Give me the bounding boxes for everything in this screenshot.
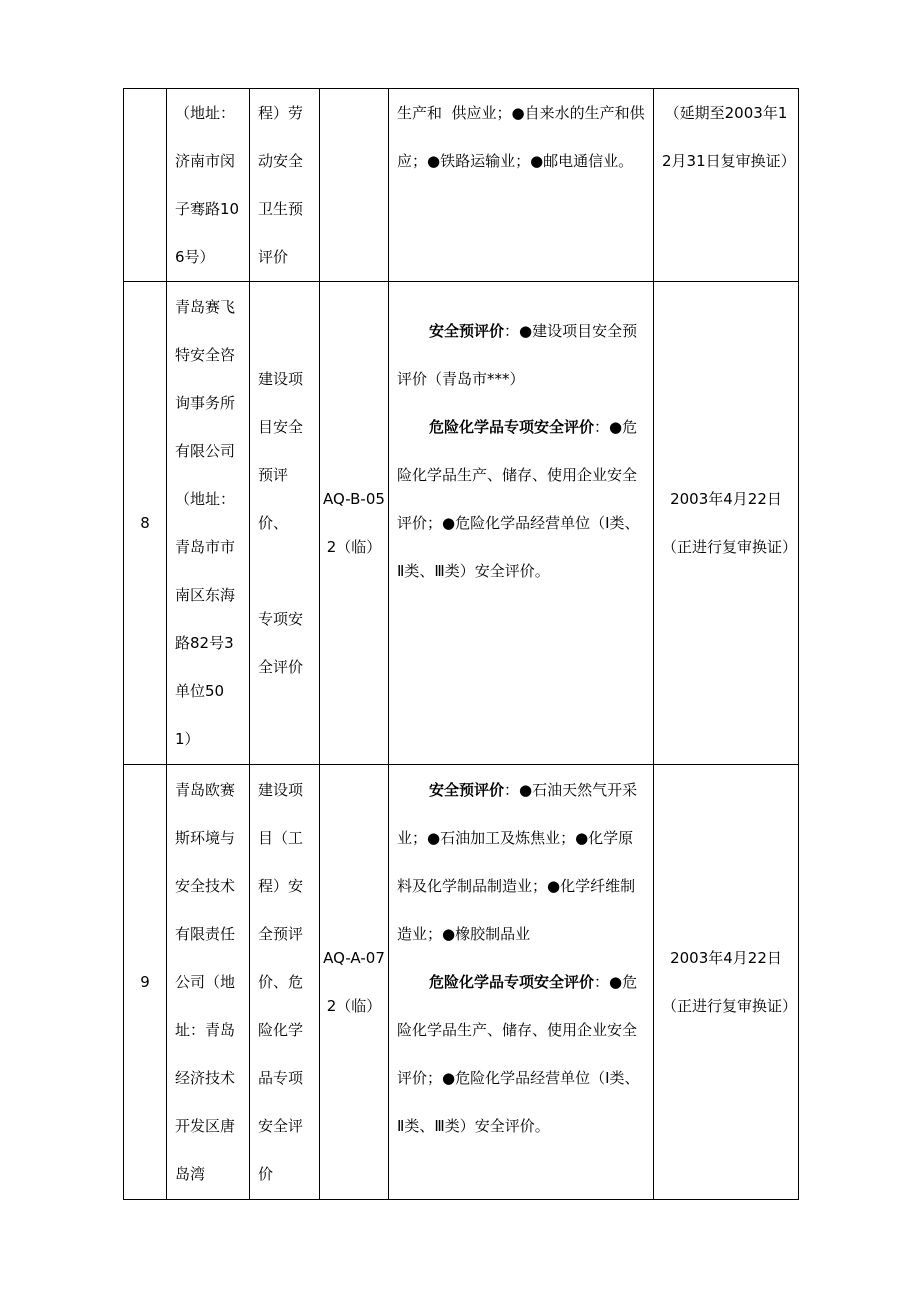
validity-date-text: 2003年4月22日: [670, 490, 782, 508]
validity-date-text: （延期至2003年12月31日复审换证）: [662, 104, 796, 170]
spacer: [397, 595, 645, 643]
evaluation-text: ：●危险化学品生产、储存、使用企业安全评价；●危险化学品经营单位（Ⅰ类、Ⅱ类、Ⅲ类）安全评价。: [397, 973, 640, 1135]
evaluation-paragraph: [397, 403, 645, 595]
validity-date: [654, 89, 799, 282]
certificate-number: [320, 282, 389, 765]
business-scope-text: 建设项目（工程）安全预评价、危险化学品专项安全评价: [258, 781, 304, 1183]
evaluation-text: ：●建设项目安全预评价（青岛市***）: [397, 322, 638, 388]
institution-name-text: 青岛欧赛斯环境与安全技术有限责任公司（地址：青岛经济技术开发区唐岛湾: [175, 781, 236, 1183]
certificate-number: [320, 89, 389, 282]
evaluation-heading: 危险化学品专项安全评价: [429, 973, 595, 991]
business-scope: [250, 89, 320, 282]
evaluation-paragraph: [397, 307, 645, 403]
business-scope-text: 专项安全评价: [258, 610, 304, 676]
evaluation-paragraph: [397, 766, 645, 958]
certificate-number-text: AQ-A-072（临）: [323, 949, 385, 1015]
table-row: [124, 282, 799, 765]
validity-date-text: 2003年4月22日: [670, 949, 782, 967]
evaluation-scope-text: 生产和 供应业；●自来水的生产和供应；●铁路运输业；●邮电通信业。: [397, 104, 645, 170]
business-scope: [250, 282, 320, 765]
institution-name-text: （地址：济南市闵子骞路106号）: [175, 104, 240, 266]
evaluation-heading: 危险化学品专项安全评价: [429, 418, 595, 436]
row-number: [124, 89, 167, 282]
certificate-number-text: AQ-B-052（临）: [323, 490, 385, 556]
institution-name: [167, 282, 250, 765]
evaluation-text: ：●危险化学品生产、储存、使用企业安全评价；●危险化学品经营单位（Ⅰ类、Ⅱ类、Ⅲ类）安全评价。: [397, 418, 640, 580]
spacer: [397, 1150, 645, 1198]
evaluation-scope: [389, 282, 654, 765]
evaluation-paragraph: [397, 958, 645, 1150]
evaluation-heading: 安全预评价: [429, 322, 505, 340]
validity-date: [654, 765, 799, 1200]
institution-name-text: 青岛赛飞特安全咨询事务所有限公司（地址：青岛市市南区东海路82号3单位501）: [175, 298, 236, 748]
evaluation-scope: [389, 765, 654, 1200]
evaluation-heading: 安全预评价: [429, 781, 505, 799]
spacer: [258, 547, 311, 595]
business-scope-text: 建设项目安全预评价、: [258, 370, 304, 532]
validity-date: [654, 282, 799, 765]
institution-name: [167, 89, 250, 282]
institution-name: [167, 765, 250, 1200]
spacer: [397, 691, 645, 739]
row-number: 9: [124, 765, 167, 1200]
business-scope: [250, 765, 320, 1200]
table-row: [124, 89, 799, 282]
spacer: [397, 643, 645, 691]
business-scope-text: 程）劳动安全卫生预评价: [258, 104, 304, 266]
certificate-number: [320, 765, 389, 1200]
evaluation-text: ：●石油天然气开采业；●石油加工及炼焦业；●化学原料及化学制品制造业；●化学纤维制造业；●橡胶制品业: [397, 781, 638, 943]
evaluation-scope: [389, 89, 654, 282]
validity-status-text: （正进行复审换证）: [662, 538, 798, 556]
qualification-table: [123, 88, 799, 1200]
validity-status-text: （正进行复审换证）: [662, 997, 798, 1015]
row-number: 8: [124, 282, 167, 765]
table-row: [124, 765, 799, 1200]
